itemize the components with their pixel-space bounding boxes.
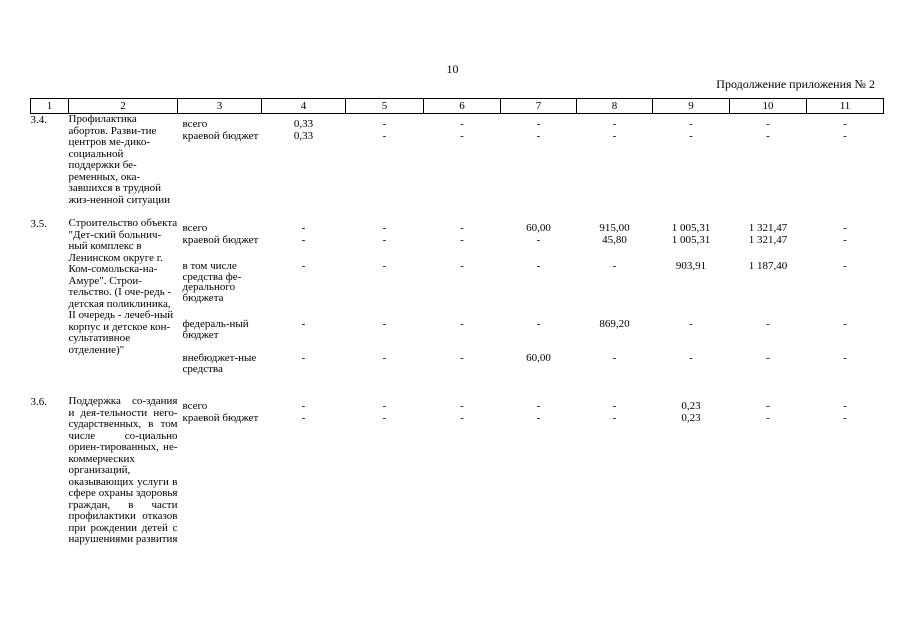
column-header: 11 (807, 99, 884, 114)
value-cell: - (301, 352, 306, 364)
row-subrows (178, 396, 884, 592)
value-cell: - (382, 412, 387, 424)
value-cell: - (612, 400, 617, 412)
value-cell: 0,33 (293, 130, 314, 142)
row-subrows (178, 114, 884, 219)
row-number: 3.6. (30, 396, 47, 408)
value-cell: - (460, 260, 464, 272)
page-number: 10 (446, 62, 459, 76)
value-cell: - (460, 318, 464, 330)
value-cell: - (382, 352, 387, 364)
column-header: 1 (31, 99, 69, 114)
value-cell: - (536, 234, 541, 246)
value-cell: 1 187,40 (748, 260, 788, 272)
value-cell: - (382, 400, 387, 412)
funding-subrow (178, 235, 884, 261)
value-cell: - (382, 260, 387, 272)
value-cell: - (689, 352, 693, 364)
funding-subrow (178, 119, 884, 131)
value-cell: - (843, 260, 847, 272)
value-cell: 0,23 (681, 412, 701, 424)
value-cell: 869,20 (599, 318, 630, 330)
value-cell: 60,00 (526, 222, 551, 234)
funding-subrow (178, 131, 884, 155)
value-cell: - (843, 222, 847, 234)
value-cell: - (536, 118, 541, 130)
column-header: 7 (501, 99, 577, 114)
table-row (31, 114, 884, 219)
value-cell: - (382, 130, 387, 142)
value-cell: 0,23 (681, 400, 701, 412)
funding-subrow (178, 353, 884, 381)
column-header: 8 (577, 99, 653, 114)
value-cell: - (301, 400, 306, 412)
value-cell: - (460, 234, 464, 246)
value-cell: - (460, 412, 464, 424)
value-cell: - (766, 412, 770, 424)
value-cell: - (460, 400, 464, 412)
column-header: 3 (178, 99, 262, 114)
funding-source-label: всего (182, 222, 208, 234)
value-cell: 1 321,47 (748, 234, 788, 246)
value-cell: 45,80 (602, 234, 627, 246)
value-cell: 903,91 (675, 260, 707, 272)
column-header: 10 (730, 99, 807, 114)
row-title: Профилактика абортов. Разви-тие центров ме-дико-социальной поддержки бе-ременных, ока-завшихся в трудной жиз-ненной ситуации (68, 113, 171, 206)
row-subrows (178, 218, 884, 396)
row-number: 3.4. (30, 114, 47, 126)
value-cell: - (766, 130, 770, 142)
funding-source-label: краевой бюджет (182, 234, 259, 246)
funding-subrow (178, 319, 884, 353)
value-cell: - (301, 234, 306, 246)
value-cell: - (843, 400, 847, 412)
column-header: 2 (69, 99, 178, 114)
funding-source-label: краевой бюджет (182, 130, 259, 142)
value-cell: - (612, 412, 617, 424)
value-cell: 1 321,47 (748, 222, 788, 234)
value-cell: - (612, 130, 617, 142)
value-cell: 915,00 (599, 222, 630, 234)
column-header: 9 (653, 99, 730, 114)
funding-source-label: в том числе средства фе-дерального бюджета (182, 260, 242, 304)
value-cell: - (766, 352, 770, 364)
value-cell: - (689, 130, 693, 142)
value-cell: 1 005,31 (671, 234, 711, 246)
column-header-row (31, 99, 884, 114)
value-cell: 1 005,31 (671, 222, 711, 234)
value-cell: - (843, 318, 847, 330)
value-cell: - (460, 222, 464, 234)
value-cell: - (536, 400, 541, 412)
funding-source-label: внебюджет-ные средства (182, 352, 257, 375)
value-cell: 0,33 (293, 118, 314, 130)
funding-subrow (178, 401, 884, 413)
appendix-continuation-note: Продолжение приложения № 2 (716, 77, 875, 91)
row-title: Поддержка со-здания и дея-тельности него-сударственных, в том числе со-циально ориен-тированных, не-коммерческих организаций, оказывающих услуги в сфере охраны здоровья граждан, в части профилактики отказов при рождении детей с нарушениями развития (68, 395, 178, 545)
value-cell: - (843, 352, 847, 364)
funding-subrow (178, 413, 884, 437)
value-cell: - (689, 118, 693, 130)
value-cell: - (301, 260, 306, 272)
value-cell: - (843, 234, 847, 246)
value-cell: - (612, 118, 617, 130)
value-cell: - (460, 130, 464, 142)
value-cell: - (301, 318, 306, 330)
value-cell: - (612, 260, 617, 272)
value-cell: - (766, 318, 770, 330)
value-cell: - (382, 222, 387, 234)
funding-source-label: краевой бюджет (182, 412, 259, 424)
funding-subrow (178, 261, 884, 319)
value-cell: - (460, 352, 464, 364)
funding-source-label: федераль-ный бюджет (182, 318, 249, 341)
column-header: 6 (424, 99, 501, 114)
budget-table (30, 98, 884, 592)
column-header: 4 (262, 99, 346, 114)
value-cell: - (689, 318, 693, 330)
value-cell: - (301, 412, 306, 424)
value-cell: - (843, 130, 847, 142)
value-cell: - (843, 118, 847, 130)
row-title: Строительство объекта "Дет-ский больнич-ный комплекс в Ленинском округе г. Ком-сомольска-на-Амуре". Строи-тельство. (I оче-редь - детская поликлиника, II очередь - лечеб-ный корпус и детское кон-сультативное отделение)" (68, 217, 178, 356)
row-number: 3.5. (30, 218, 47, 230)
table-row (31, 218, 884, 396)
funding-source-label: всего (182, 400, 208, 412)
table-row (31, 396, 884, 592)
funding-source-label: всего (182, 118, 208, 130)
value-cell: - (382, 118, 387, 130)
value-cell: - (843, 412, 847, 424)
value-cell: - (536, 318, 541, 330)
value-cell: - (536, 130, 541, 142)
value-cell: - (766, 118, 770, 130)
value-cell: - (301, 222, 306, 234)
value-cell: - (612, 352, 617, 364)
value-cell: - (382, 318, 387, 330)
value-cell: - (536, 260, 541, 272)
column-header: 5 (346, 99, 424, 114)
value-cell: - (766, 400, 770, 412)
value-cell: 60,00 (526, 352, 551, 364)
value-cell: - (536, 412, 541, 424)
value-cell: - (460, 118, 464, 130)
value-cell: - (382, 234, 387, 246)
